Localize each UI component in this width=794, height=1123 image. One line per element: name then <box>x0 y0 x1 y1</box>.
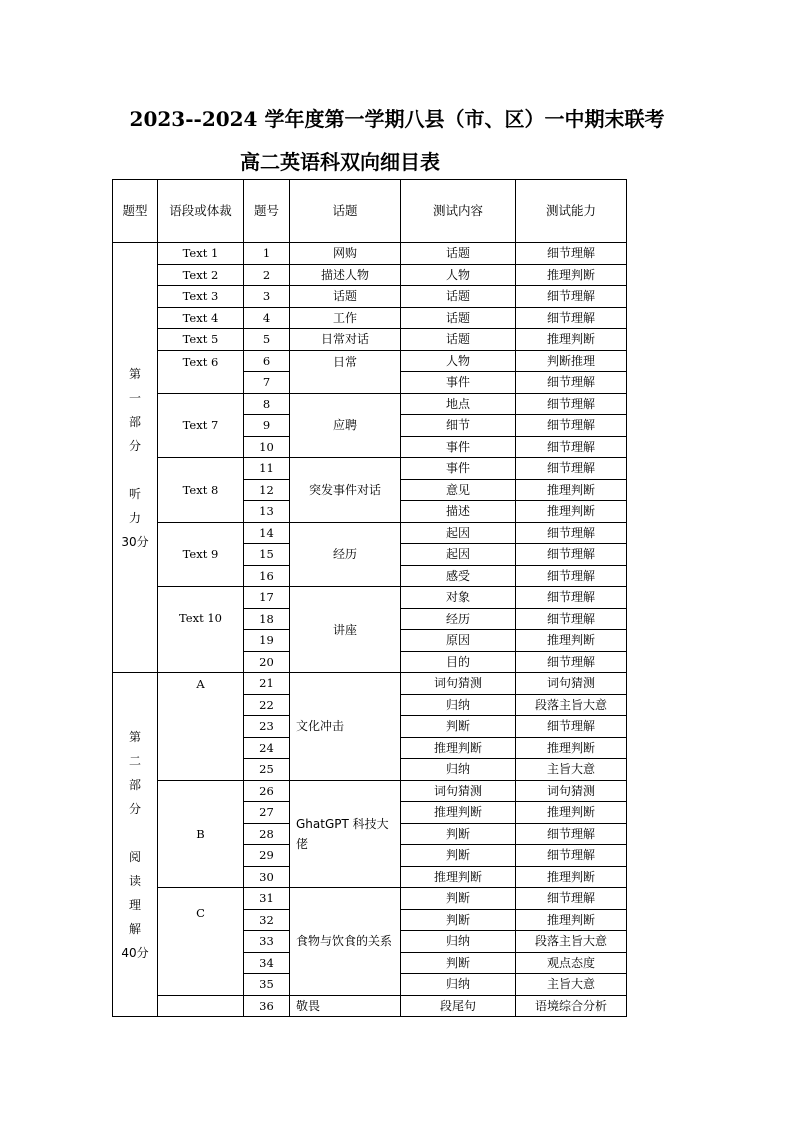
topic-cell: 文化冲击 <box>290 673 401 781</box>
ability-cell: 细节理解 <box>516 286 627 308</box>
ability-cell: 细节理解 <box>516 243 627 265</box>
topic-cell: 经历 <box>290 522 401 587</box>
header-cell: 语段或体裁 <box>158 180 244 243</box>
question-number: 12 <box>244 479 290 501</box>
question-number: 32 <box>244 909 290 931</box>
question-number: 25 <box>244 759 290 781</box>
question-number: 5 <box>244 329 290 351</box>
ability-cell: 细节理解 <box>516 823 627 845</box>
question-number: 30 <box>244 866 290 888</box>
question-number: 11 <box>244 458 290 480</box>
table-row <box>113 350 627 372</box>
ability-cell: 细节理解 <box>516 888 627 910</box>
ability-cell: 细节理解 <box>516 587 627 609</box>
content-cell: 归纳 <box>401 694 516 716</box>
ability-cell: 细节理解 <box>516 436 627 458</box>
passage-cell: Text 10 <box>158 587 244 673</box>
topic-cell: 话题 <box>290 286 401 308</box>
ability-cell: 推理判断 <box>516 630 627 652</box>
question-number: 1 <box>244 243 290 265</box>
topic-cell: 工作 <box>290 307 401 329</box>
ability-cell: 细节理解 <box>516 458 627 480</box>
content-cell: 事件 <box>401 436 516 458</box>
topic-cell: 应聘 <box>290 393 401 458</box>
question-number: 7 <box>244 372 290 394</box>
content-cell: 人物 <box>401 264 516 286</box>
question-number: 27 <box>244 802 290 824</box>
topic-cell: 描述人物 <box>290 264 401 286</box>
question-number: 29 <box>244 845 290 867</box>
content-cell: 人物 <box>401 350 516 372</box>
content-cell: 推理判断 <box>401 866 516 888</box>
content-cell: 判断 <box>401 845 516 867</box>
ability-cell: 段落主旨大意 <box>516 931 627 953</box>
content-cell: 判断 <box>401 888 516 910</box>
question-number: 6 <box>244 350 290 372</box>
passage-cell: Text 2 <box>158 264 244 286</box>
topic-cell: 突发事件对话 <box>290 458 401 523</box>
question-number: 21 <box>244 673 290 695</box>
passage-cell: C <box>158 888 244 996</box>
spec-table <box>112 179 627 1017</box>
ability-cell: 细节理解 <box>516 393 627 415</box>
passage-cell: A <box>158 673 244 781</box>
topic-cell: 网购 <box>290 243 401 265</box>
content-cell: 判断 <box>401 823 516 845</box>
content-cell: 地点 <box>401 393 516 415</box>
ability-cell: 推理判断 <box>516 501 627 523</box>
ability-cell: 主旨大意 <box>516 974 627 996</box>
content-cell: 对象 <box>401 587 516 609</box>
content-cell: 推理判断 <box>401 802 516 824</box>
question-number: 8 <box>244 393 290 415</box>
ability-cell: 推理判断 <box>516 264 627 286</box>
content-cell: 经历 <box>401 608 516 630</box>
part2-label: 第 二 部 分 阅 读 理 解 40分 <box>113 673 158 1017</box>
ability-cell: 细节理解 <box>516 415 627 437</box>
table-row <box>113 888 627 910</box>
passage-cell: Text 3 <box>158 286 244 308</box>
passage-cell: Text 5 <box>158 329 244 351</box>
question-number: 17 <box>244 587 290 609</box>
passage-cell: B <box>158 780 244 888</box>
table-row <box>113 329 627 351</box>
ability-cell: 观点态度 <box>516 952 627 974</box>
content-cell: 归纳 <box>401 974 516 996</box>
ability-cell: 细节理解 <box>516 372 627 394</box>
content-cell: 话题 <box>401 286 516 308</box>
ability-cell: 主旨大意 <box>516 759 627 781</box>
ability-cell: 推理判断 <box>516 329 627 351</box>
topic-cell: 食物与饮食的关系 <box>290 888 401 996</box>
header-cell: 题号 <box>244 180 290 243</box>
table-row <box>113 264 627 286</box>
ability-cell: 推理判断 <box>516 737 627 759</box>
ability-cell: 推理判断 <box>516 909 627 931</box>
ability-cell: 推理判断 <box>516 866 627 888</box>
question-number: 22 <box>244 694 290 716</box>
ability-cell: 细节理解 <box>516 565 627 587</box>
question-number: 20 <box>244 651 290 673</box>
question-number: 34 <box>244 952 290 974</box>
content-cell: 起因 <box>401 544 516 566</box>
passage-cell: Text 1 <box>158 243 244 265</box>
question-number: 9 <box>244 415 290 437</box>
header-cell: 测试内容 <box>401 180 516 243</box>
topic-cell: 日常对话 <box>290 329 401 351</box>
question-number: 23 <box>244 716 290 738</box>
passage-cell: Text 4 <box>158 307 244 329</box>
question-number: 19 <box>244 630 290 652</box>
content-cell: 目的 <box>401 651 516 673</box>
header-cell: 话题 <box>290 180 401 243</box>
ability-cell: 细节理解 <box>516 522 627 544</box>
topic-cell: 日常 <box>290 350 401 393</box>
content-cell: 意见 <box>401 479 516 501</box>
table-row <box>113 286 627 308</box>
document-title: 2023--2024 学年度第一学期八县（市、区）一中期末联考 <box>129 107 665 131</box>
header-cell: 题型 <box>113 180 158 243</box>
ability-cell: 细节理解 <box>516 544 627 566</box>
question-number: 28 <box>244 823 290 845</box>
content-cell: 话题 <box>401 243 516 265</box>
part1-label: 第 一 部 分 听 力 30分 <box>113 243 158 673</box>
question-number: 2 <box>244 264 290 286</box>
ability-cell: 推理判断 <box>516 479 627 501</box>
ability-cell: 细节理解 <box>516 651 627 673</box>
content-cell: 词句猜测 <box>401 780 516 802</box>
question-number: 13 <box>244 501 290 523</box>
question-number: 18 <box>244 608 290 630</box>
content-cell: 事件 <box>401 372 516 394</box>
passage-cell: Text 6 <box>158 350 244 393</box>
question-number: 10 <box>244 436 290 458</box>
question-number: 24 <box>244 737 290 759</box>
document-subtitle: 高二英语科双向细目表 <box>240 150 440 174</box>
passage-cell <box>158 995 244 1017</box>
content-cell: 事件 <box>401 458 516 480</box>
content-cell: 话题 <box>401 307 516 329</box>
content-cell: 判断 <box>401 909 516 931</box>
question-number: 36 <box>244 995 290 1017</box>
table-row <box>113 522 627 544</box>
topic-cell: 讲座 <box>290 587 401 673</box>
content-cell: 段尾句 <box>401 995 516 1017</box>
content-cell: 起因 <box>401 522 516 544</box>
content-cell: 描述 <box>401 501 516 523</box>
question-number: 33 <box>244 931 290 953</box>
question-number: 15 <box>244 544 290 566</box>
ability-cell: 细节理解 <box>516 608 627 630</box>
content-cell: 归纳 <box>401 931 516 953</box>
ability-cell: 段落主旨大意 <box>516 694 627 716</box>
content-cell: 判断 <box>401 716 516 738</box>
passage-cell: Text 9 <box>158 522 244 587</box>
content-cell: 细节 <box>401 415 516 437</box>
question-number: 14 <box>244 522 290 544</box>
content-cell: 原因 <box>401 630 516 652</box>
ability-cell: 语境综合分析 <box>516 995 627 1017</box>
question-number: 3 <box>244 286 290 308</box>
content-cell: 话题 <box>401 329 516 351</box>
table-row <box>113 995 627 1017</box>
ability-cell: 词句猜测 <box>516 673 627 695</box>
ability-cell: 细节理解 <box>516 307 627 329</box>
table-row <box>113 587 627 609</box>
passage-cell: Text 7 <box>158 393 244 458</box>
table-row <box>113 458 627 480</box>
content-cell: 词句猜测 <box>401 673 516 695</box>
question-number: 31 <box>244 888 290 910</box>
ability-cell: 细节理解 <box>516 845 627 867</box>
question-number: 35 <box>244 974 290 996</box>
header-cell: 测试能力 <box>516 180 627 243</box>
table-row <box>113 673 627 695</box>
question-number: 26 <box>244 780 290 802</box>
content-cell: 推理判断 <box>401 737 516 759</box>
topic-cell: GhatGPT 科技大佬 <box>290 780 401 888</box>
ability-cell: 判断推理 <box>516 350 627 372</box>
table-row <box>113 780 627 802</box>
ability-cell: 推理判断 <box>516 802 627 824</box>
question-number: 4 <box>244 307 290 329</box>
content-cell: 感受 <box>401 565 516 587</box>
topic-cell: 敬畏 <box>290 995 401 1017</box>
table-row <box>113 307 627 329</box>
table-header-row <box>113 180 627 243</box>
ability-cell: 细节理解 <box>516 716 627 738</box>
table-row <box>113 393 627 415</box>
content-cell: 归纳 <box>401 759 516 781</box>
passage-cell: Text 8 <box>158 458 244 523</box>
question-number: 16 <box>244 565 290 587</box>
content-cell: 判断 <box>401 952 516 974</box>
table-row <box>113 243 627 265</box>
ability-cell: 词句猜测 <box>516 780 627 802</box>
